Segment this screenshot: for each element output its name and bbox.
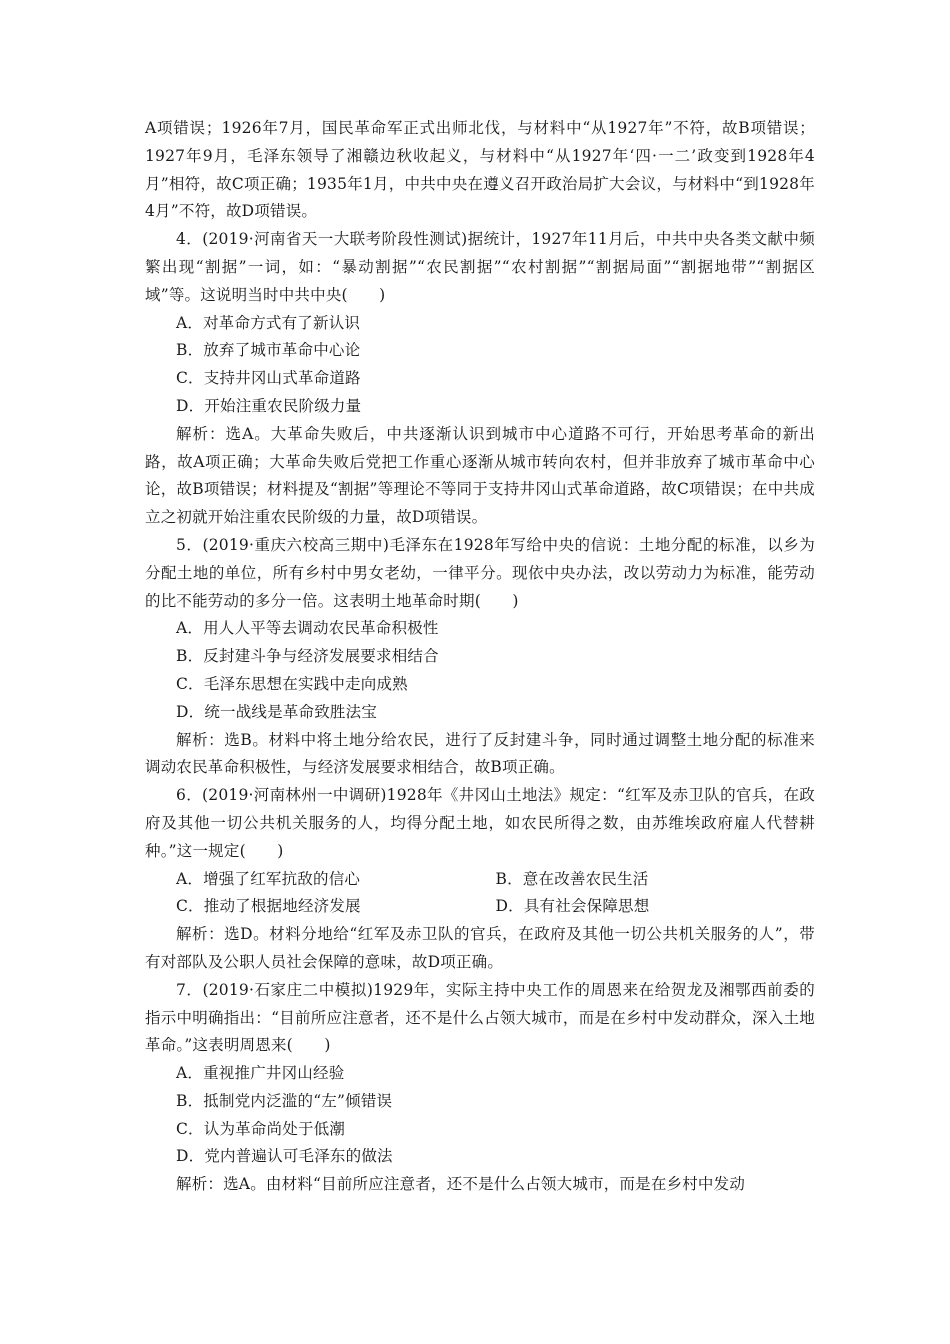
question-7-option-a: A．重视推广井冈山经验 — [176, 1064, 345, 1083]
question-7-option-d: D．党内普遍认可毛泽东的做法 — [176, 1147, 393, 1166]
document-page — [145, 115, 815, 1199]
question-7-stem: 7．(2019·石家庄二中模拟)1929年，实际主持中央工作的周恩来在给贺龙及湘鄂西前委的指示中明确指出：“目前所应注意者，还不是什么占领大城市，而是在乡村中发动群众，深入土地革命。”这表明周恩来( ) — [145, 980, 815, 1055]
question-6-option-b: B．意在改善农民生活 — [495, 869, 649, 888]
question-7-option-c: C．认为革命尚处于低潮 — [176, 1119, 346, 1138]
question-5-option-d: D．统一战线是革命致胜法宝 — [176, 702, 378, 721]
question-4-option-a: A．对革命方式有了新认识 — [176, 313, 361, 332]
question-6-stem: 6．(2019·河南林州一中调研)1928年《井冈山土地法》规定：“红军及赤卫队的官兵，在政府及其他一切公共机关服务的人，均得分配土地，如农民所得之数，由苏维埃政府雇人代替耕种。”这一规定( ) — [145, 786, 815, 860]
question-5-stem: 5．(2019·重庆六校高三期中)毛泽东在1928年写给中央的信说：土地分配的标准，以乡为分配土地的单位，所有乡村中男女老幼，一律平分。现依中央办法，改以劳动力为标准，能劳动的比不能劳动的多分一倍。这表明土地革命时期( ) — [145, 535, 815, 610]
question-7-option-b: B．抵制党内泛滥的“左”倾错误 — [176, 1091, 393, 1110]
question-6-option-c: C．推动了根据地经济发展 — [176, 897, 361, 916]
question-6-analysis: 解析：选D。材料分地给“红军及赤卫队的官兵，在政府及其他一切公共机关服务的人”，带有对部队及公职人员社会保障的意味，故D项正确。 — [145, 925, 815, 971]
answer-paragraph: A项错误；1926年7月，国民革命军正式出师北伐，与材料中“从1927年”不符，故B项错误；1927年9月，毛泽东领导了湘赣边秋收起义，与材料中“从1927年‘四·一二’政变到1928年4月”相符，故C项正确；1935年1月，中共中央在遵义召开政治局扩大会议，与材料中“到1928年4月”不符，故D项错误。 — [145, 119, 815, 221]
question-5-analysis: 解析：选B。材料中将土地分给农民，进行了反封建斗争，同时通过调整土地分配的标准来调动农民革命积极性，与经济发展要求相结合，故B项正确。 — [145, 730, 815, 777]
question-4-stem: 4．(2019·河南省天一大联考阶段性测试)据统计，1927年11月后，中共中央各类文献中频繁出现“割据”一词，如：“暴动割据”“农民割据”“农村割据”“割据局面”“割据地带”“割据区域”等。这说明当时中共中央( ) — [145, 230, 815, 304]
question-5-option-c: C．毛泽东思想在实践中走向成熟 — [176, 674, 408, 693]
question-7-analysis: 解析：选A。由材料“目前所应注意者，还不是什么占领大城市，而是在乡村中发动 — [176, 1175, 746, 1194]
question-6-option-d: D．具有社会保障思想 — [495, 897, 650, 916]
question-6-options-row-2 — [145, 893, 815, 921]
question-6-options-row-1 — [145, 866, 815, 894]
question-5-option-b: B．反封建斗争与经济发展要求相结合 — [176, 647, 439, 666]
question-4-option-d: D．开始注重农民阶级力量 — [176, 396, 362, 415]
question-4-analysis: 解析：选A。大革命失败后，中共逐渐认识到城市中心道路不可行，开始思考革命的新出路，故A项正确；大革命失败后党把工作重心逐渐从城市转向农村，但并非放弃了城市革命中心论，故B项错误；材料提及“割据”等理论不等同于支持井冈山式革命道路，故C项错误；在中共成立之初就开始注重农民阶级的力量，故D项错误。 — [145, 424, 815, 527]
question-5-option-a: A．用人人平等去调动农民革命积极性 — [176, 619, 439, 638]
question-4-option-c: C．支持井冈山式革命道路 — [176, 369, 361, 388]
question-4-option-b: B．放弃了城市革命中心论 — [176, 341, 361, 360]
question-6-option-a: A．增强了红军抗敌的信心 — [176, 869, 361, 888]
